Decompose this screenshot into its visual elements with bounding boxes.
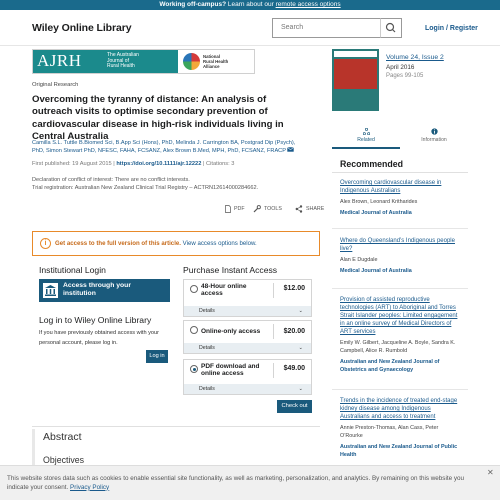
share-button[interactable] [295, 205, 324, 213]
institution-label-line: Access through your [63, 282, 131, 289]
partner-name-line: Rural Health [203, 58, 229, 64]
related-icon [363, 128, 370, 135]
tools-label: TOOLS [264, 206, 282, 212]
recommended-authors: Alan E Dugdale [340, 257, 378, 263]
cookie-message: This website stores data such as cookies to enable essential site functionality, as well as marketing, personalization, and analytics. By remaining on this website you indicate your consent. [7, 475, 464, 491]
wiley-logo[interactable]: Wiley Online Library [32, 22, 132, 34]
email-icon[interactable] [287, 147, 294, 152]
purchase-option-online[interactable] [183, 320, 312, 354]
doi-link[interactable]: https://doi.org/10.1111/ajr.12222 [116, 161, 202, 167]
recommended-divider [332, 172, 468, 173]
institutional-login-heading: Institutional Login [39, 265, 106, 275]
search-icon [381, 19, 401, 37]
recommended-journal[interactable]: Australian and New Zealand Journal of Obstetrics and Gynaecology [340, 359, 440, 373]
wiley-login-heading: Log in to Wiley Online Library [39, 315, 152, 325]
cover-photo [334, 59, 377, 89]
privacy-policy-link[interactable]: Privacy Policy [70, 483, 110, 491]
journal-name-line: Rural Health [107, 63, 135, 70]
remote-access-lead: Working off-campus? [159, 1, 227, 8]
article-type: Original Research [32, 82, 79, 88]
partner-name-line: National [203, 54, 220, 59]
authors-line[interactable] [32, 147, 312, 155]
remote-access-link[interactable]: remote access options [275, 1, 341, 8]
purchase-option-price: $49.00 [283, 365, 305, 372]
checkout-button[interactable]: Check out [277, 400, 312, 413]
journal-name-line: The Australian [107, 52, 139, 58]
chevron-down-icon: ⌄ [298, 386, 303, 392]
recommended-authors: Alex Brown, Leonard Kritharides [340, 199, 418, 205]
purchase-option-label [201, 328, 271, 335]
tools-button[interactable] [253, 205, 282, 213]
journal-acronym: AJRH [37, 51, 82, 70]
sidebar-tabs [332, 123, 468, 149]
pdf-icon [225, 205, 231, 213]
nrha-name [203, 55, 228, 69]
tab-related[interactable] [332, 123, 400, 149]
recommended-item [340, 237, 460, 275]
purchase-radio-selected[interactable] [190, 365, 198, 373]
recommended-separator [332, 228, 468, 229]
recommended-authors: Annie Preston-Thomas, Alan Cass, Peter O’Rourke [340, 425, 439, 439]
site-header [0, 10, 500, 46]
authors-line-text[interactable]: PhD, Simon Stewart PhD, NFESC, FAHA, FCSANZ, Alex Brown B.Med, MPH, PhD, FCSANZ, FRACP [32, 148, 286, 154]
access-notice-text [55, 240, 257, 247]
abstract-heading: Abstract [43, 431, 82, 443]
recommended-separator [332, 288, 468, 289]
cookie-banner [0, 465, 500, 500]
section-divider [32, 426, 320, 427]
info-circle-icon [431, 128, 438, 135]
view-access-options-link[interactable]: View access options below. [180, 240, 257, 247]
institution-label-line: institution [63, 290, 96, 298]
option-divider [273, 283, 274, 298]
search-placeholder: Search [281, 24, 304, 31]
issue-cover-image[interactable] [332, 49, 379, 111]
tab-information[interactable] [400, 123, 468, 149]
recommended-heading: Recommended [340, 159, 404, 169]
access-notice [32, 231, 320, 256]
issue-date: April 2016 [386, 64, 415, 71]
option-details-toggle[interactable] [184, 306, 311, 316]
partner-name-line: Alliance [203, 63, 220, 69]
option-label-line: access [201, 290, 223, 298]
remote-access-text: Learn about our [226, 1, 276, 8]
purchase-heading: Purchase Instant Access [183, 265, 278, 275]
wrench-icon [253, 205, 261, 213]
recommended-title-link[interactable]: Trends in the incidence of treated end-stage kidney disease among Indigenous Australians and access to treatment [340, 398, 458, 420]
chevron-down-icon: ⌄ [298, 308, 303, 314]
tab-related-label: Related [357, 137, 375, 143]
purchase-option-pdf[interactable] [183, 359, 312, 395]
article-authors [32, 139, 312, 155]
option-label-line: 48-Hour online [201, 283, 247, 290]
recommended-journal[interactable]: Medical Journal of Australia [340, 268, 412, 274]
tab-information-label: Information [421, 137, 447, 143]
purchase-option-48h[interactable] [183, 279, 312, 317]
log-in-button[interactable]: Log in [146, 350, 168, 363]
citations[interactable]: | Citations: 3 [201, 161, 235, 167]
option-details-toggle[interactable] [184, 343, 311, 353]
recommended-item [340, 397, 460, 459]
recommended-journal[interactable]: Medical Journal of Australia [340, 210, 412, 216]
purchase-option-price: $12.00 [283, 285, 305, 292]
details-label: Details [199, 345, 215, 351]
cover-header [334, 51, 377, 57]
details-label: Details [199, 386, 215, 392]
option-details-toggle[interactable] [184, 384, 311, 394]
journal-logo [33, 50, 178, 73]
recommended-item [340, 296, 460, 374]
wiley-login-text: If you have previously obtained access with your personal account, please log in. [39, 330, 160, 346]
option-label-line: online access [201, 370, 244, 378]
journal-banner[interactable] [32, 49, 255, 74]
recommended-title-link[interactable]: Where do Queensland’s Indigenous people live? [340, 238, 455, 252]
close-icon[interactable]: ✕ [487, 468, 494, 477]
purchase-option-label [201, 283, 271, 298]
conflict-declaration: Declaration of conflict of interest: There are no conflict interests. [32, 177, 190, 183]
option-label-line: PDF download and [201, 363, 260, 370]
option-divider [273, 324, 274, 339]
article-title: Overcoming the tyranny of distance: An analysis of outreach visits to optimise secondary prevention of cardiovascular disease in high-risk individuals living in Central Australia [32, 94, 284, 143]
institution-access-button[interactable] [39, 279, 170, 302]
authors-line[interactable]: Camilla S.L. Tuttle B.Biomed Sci, B.App Sci (Hons), PhD, Melinda J. Carrington BA, Postgrad Dip (Psych), [32, 140, 296, 146]
publication-info [32, 161, 234, 167]
option-label-line: Online-only access [201, 328, 261, 335]
trial-registration: Trial registration: Australian New Zealand Clinical Trial Registry – ACTRN12614000284662. [32, 185, 259, 191]
issue-volume-link[interactable]: Volume 24, Issue 2 [386, 54, 444, 61]
objectives-heading: Objectives [43, 455, 85, 465]
remote-access-bar [0, 0, 500, 10]
recommended-title-link[interactable]: Overcoming cardiovascular disease in Indigenous Australians [340, 180, 442, 194]
cookie-text [7, 475, 487, 492]
journal-name-line: Journal of [107, 57, 129, 64]
institution-access-label [63, 282, 131, 299]
share-label: SHARE [306, 206, 325, 212]
nrha-logo [183, 52, 253, 71]
info-icon: i [40, 238, 51, 249]
purchase-option-price: $20.00 [283, 328, 305, 335]
pdf-label: PDF [234, 206, 245, 212]
nrha-logo-icon [183, 53, 200, 70]
institution-icon [43, 283, 58, 298]
recommended-item [340, 179, 460, 217]
journal-full-name [107, 53, 167, 70]
first-published: First published: 19 August 2015 | [32, 161, 117, 167]
purchase-option-label [201, 363, 271, 378]
recommended-separator [332, 389, 468, 390]
share-icon [295, 205, 303, 213]
recommended-title-link[interactable]: Provision of assisted reproductive technologies (ART) to Aboriginal and Torres Strait Islander peoples: Limited engagement in an online survey of Medical Directors of ART services [340, 297, 458, 335]
purchase-radio[interactable] [190, 326, 198, 334]
access-notice-bold: Get access to the full version of this article. [55, 240, 181, 247]
issue-pages: Pages 99-105 [386, 73, 424, 79]
details-label: Details [199, 308, 215, 314]
option-divider [273, 363, 274, 378]
purchase-radio[interactable] [190, 285, 198, 293]
search-button[interactable] [380, 18, 402, 38]
pdf-button[interactable] [225, 205, 245, 213]
chevron-down-icon: ⌄ [298, 345, 303, 351]
login-register-link[interactable]: Login / Register [425, 25, 478, 32]
recommended-authors: Emily W. Gilbert, Jacqueline A. Boyle, Sandra K. Campbell, Alice R. Rumbold [340, 340, 456, 354]
recommended-journal[interactable]: Australian and New Zealand Journal of Public Health [340, 444, 458, 458]
article-declarations [32, 176, 312, 192]
